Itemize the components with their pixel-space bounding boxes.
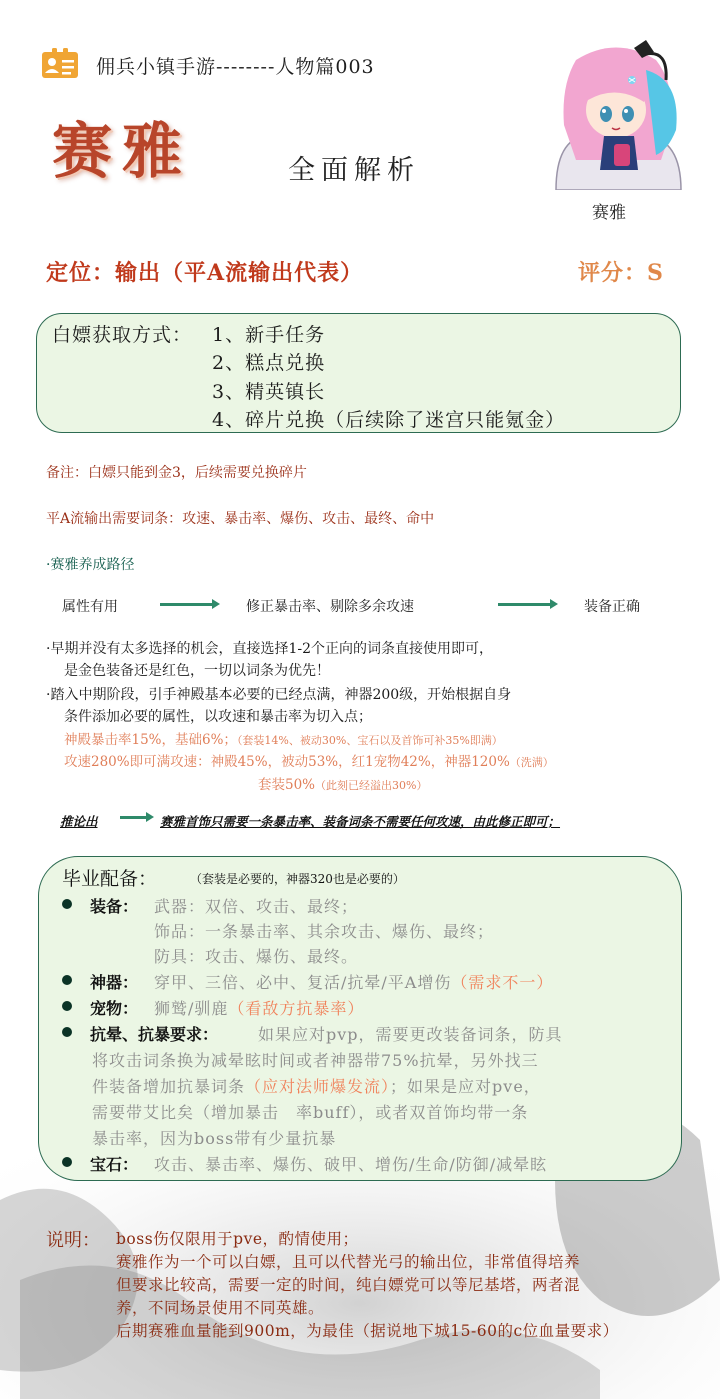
resist-text-line-5: 暴击率，因为boss带有少量抗暴 (92, 1129, 337, 1148)
gem-text: 攻击、暴击率、爆伤、破甲、增伤/生命/防御/减晕眩 (154, 1155, 548, 1174)
arrow-right-icon (120, 816, 148, 819)
series-title: 佣兵小镇手游--------人物篇003 (96, 56, 375, 78)
description-line-3: 但要求比较高，需要一定的时间，纯白嫖党可以等尼基塔，两者混 (116, 1276, 581, 1294)
resist-text-line-4: 需要带艾比矣（增加暴击 率buff），或者双首饰均带一条 (92, 1103, 529, 1122)
bullet-icon (62, 1027, 72, 1037)
resist-text-line-1: 如果应对pvp，需要更改装备词条，防具 (258, 1025, 563, 1044)
crit-rate-detail: 神殿暴击率15%，基础6%；（套装14%、被动30%、宝石以及首饰可补35%即满） (64, 732, 503, 748)
artifact-text: 穿甲、三倍、必中、复活/抗晕/平A增伤（需求不一） (154, 973, 554, 992)
acquisition-item-2: 2、糕点兑换 (212, 352, 326, 374)
path-step-1: 属性有用 (62, 599, 118, 615)
bullet-icon (62, 1157, 72, 1167)
equip-accessory: 饰品：一条暴击率、其余攻击、爆伤、最终； (154, 922, 495, 941)
body-line-3: ·踏入中期阶段，引手神殿基本必要的已经点满，神器200级，开始根据自身 (46, 687, 512, 703)
rating-label: 评分：S (578, 260, 664, 286)
pet-label: 宠物： (90, 999, 139, 1018)
conclusion-label: 推论出 (60, 814, 98, 829)
description-line-1: boss伤仅限用于pve，酌情使用； (116, 1230, 359, 1248)
attack-speed-detail: 攻速280%即可满攻速：神殿45%，被动53%，红1宠物42%，神器120%（洗满） (64, 754, 554, 770)
equip-label: 装备： (90, 897, 139, 916)
bullet-icon (62, 975, 72, 985)
contact-card-icon (42, 48, 78, 78)
body-line-2: 是金色装备还是红色，一切以词条为优先！ (64, 663, 330, 679)
acquisition-item-3: 3、精英镇长 (212, 381, 326, 403)
conclusion-text: 赛雅首饰只需要一条暴击率、装备词条不需要任何攻速，由此修正即可； (160, 814, 561, 829)
resist-label: 抗晕、抗暴要求： (90, 1025, 219, 1044)
graduation-title-note: （套装是必要的，神器320也是必要的） (190, 872, 405, 886)
character-avatar (546, 40, 688, 190)
graduation-title: 毕业配备： (62, 868, 158, 890)
set-bonus-detail: 套装50%（此刻已经溢出30%） (258, 777, 428, 793)
path-step-3: 装备正确 (584, 599, 640, 615)
required-stats-text: 平A流输出需要词条：攻速、暴击率、爆伤、攻击、最终、命中 (46, 511, 435, 527)
description-line-2: 赛雅作为一个可以白嫖，且可以代替光弓的输出位，非常值得培养 (116, 1253, 581, 1271)
body-line-1: ·早期并没有太多选择的机会，直接选择1-2个正向的词条直接使用即可， (46, 641, 493, 657)
character-name-heading: 赛雅 (52, 117, 192, 187)
avatar-caption: 赛雅 (592, 203, 626, 223)
role-label: 定位：输出（平A流输出代表） (46, 260, 364, 286)
resist-text-line-2: 将攻击词条换为减晕眩时间或者神器带75%抗晕，另外找三 (92, 1051, 539, 1070)
note-text: 备注：白嫖只能到金3，后续需要兑换碎片 (46, 465, 307, 481)
equip-weapon: 武器：双倍、攻击、最终； (154, 897, 359, 916)
analysis-title: 全面解析 (288, 155, 420, 186)
body-line-4: 条件添加必要的属性，以攻速和暴击率为切入点； (64, 709, 372, 725)
acquisition-item-4: 4、碎片兑换（后续除了迷宫只能氪金） (212, 409, 566, 431)
acquisition-item-1: 1、新手任务 (212, 324, 326, 346)
artifact-label: 神器： (90, 973, 139, 992)
growth-path-title: ·赛雅养成路径 (46, 557, 135, 573)
description-line-4: 养，不同场景使用不同英雄。 (116, 1299, 325, 1317)
acquisition-label: 白嫖获取方式： (52, 324, 193, 346)
arrow-right-icon (160, 603, 214, 606)
resist-text-line-3: 件装备增加抗暴词条（应对法师爆发流）；如果是应对pve， (92, 1077, 541, 1096)
path-step-2: 修正暴击率、剔除多余攻速 (246, 599, 414, 615)
bullet-icon (62, 1001, 72, 1011)
gem-label: 宝石： (90, 1155, 139, 1174)
bullet-icon (62, 899, 72, 909)
equip-armor: 防具：攻击、爆伤、最终。 (154, 947, 359, 966)
arrow-right-icon (498, 603, 552, 606)
description-label: 说明： (46, 1230, 100, 1251)
description-line-5: 后期赛雅血量能到900m，为最佳（据说地下城15-60的c位血量要求） (116, 1322, 619, 1340)
pet-text: 狮鹫/驯鹿（看敌方抗暴率） (154, 999, 365, 1018)
